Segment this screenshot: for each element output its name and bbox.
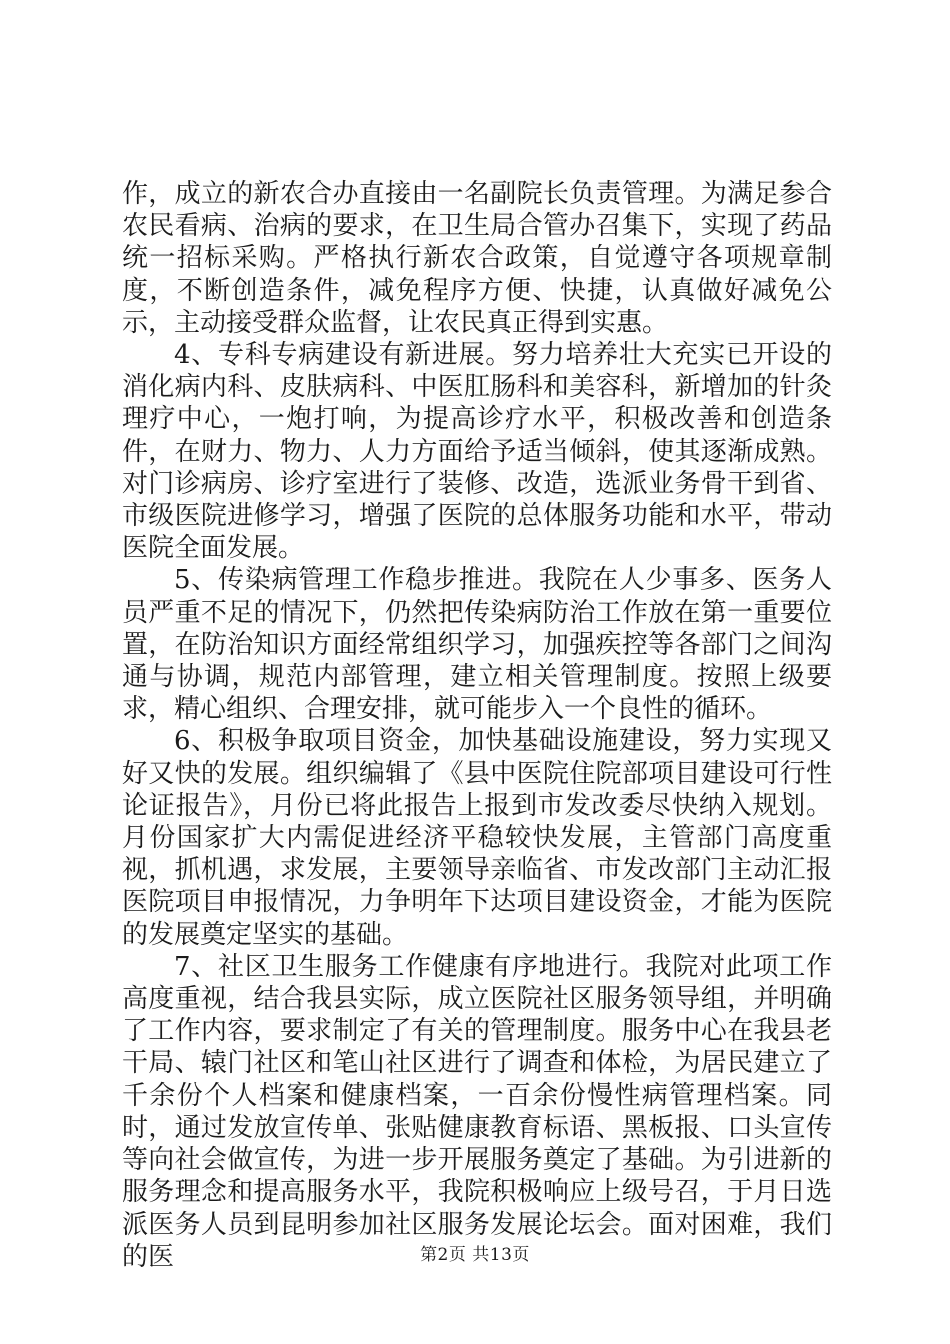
paragraph-continuation: 作，成立的新农合办直接由一名副院长负责管理。为满足参合农民看病、治病的要求，在卫生局合管办召集下，实现了药品统一招标采购。严格执行新农合政策，自觉遵守各项规章制度，不断创造条件，减免程序方便、快捷，认真做好减免公示，主动接受群众监督，让农民真正得到实惠。 <box>122 179 832 338</box>
paragraph-item-5: 5、传染病管理工作稳步推进。我院在人少事多、医务人员严重不足的情况下，仍然把传染病防治工作放在第一重要位置，在防治知识方面经常组织学习，加强疾控等各部门之间沟通与协调，规范内部管理，建立相关管理制度。按照上级要求，精心组织、合理安排，就可能步入一个良性的循环。 <box>122 565 832 725</box>
paragraph-item-4: 4、专科专病建设有新进展。努力培养壮大充实已开设的消化病内科、皮肤病科、中医肛肠科和美容科，新增加的针灸理疗中心，一炮打响，为提高诊疗水平，积极改善和创造条件，在财力、物力、人力方面给予适当倾斜，使其逐渐成熟。对门诊病房、诊疗室进行了装修、改造，选派业务骨干到省、市级医院进修学习，增强了医院的总体服务功能和水平，带动医院全面发展。 <box>122 340 832 564</box>
page-footer: 第2页 共13页 <box>420 1245 530 1265</box>
paragraph-item-7: 7、社区卫生服务工作健康有序地进行。我院对此项工作高度重视，结合我县实际，成立医院社区服务领导组，并明确了工作内容，要求制定了有关的管理制度。服务中心在我县老干局、辕门社区和笔山社区进行了调查和体检，为居民建立了千余份个人档案和健康档案，一百余份慢性病管理档案。同时，通过发放宣传单、张贴健康教育标语、黑板报、口头宣传等向社会做宣传，为进一步开展服务奠定了基础。为引进新的服务理念和提高服务水平，我院积极响应上级号召，于月日选派医务人员到昆明参加社区服务发展论坛会。面对困难，我们的医 <box>122 951 832 1272</box>
document-body <box>122 178 832 1273</box>
paragraph-item-6: 6、积极争取项目资金，加快基础设施建设，努力实现又好又快的发展。组织编辑了《县中医院住院部项目建设可行性论证报告》，月份已将此报告上报到市发改委尽快纳入规划。月份国家扩大内需促进经济平稳较快发展，主管部门高度重视，抓机遇，求发展，主要领导亲临省、市发改部门主动汇报医院项目申报情况，力争明年下达项目建设资金，才能为医院的发展奠定坚实的基础。 <box>122 726 832 950</box>
